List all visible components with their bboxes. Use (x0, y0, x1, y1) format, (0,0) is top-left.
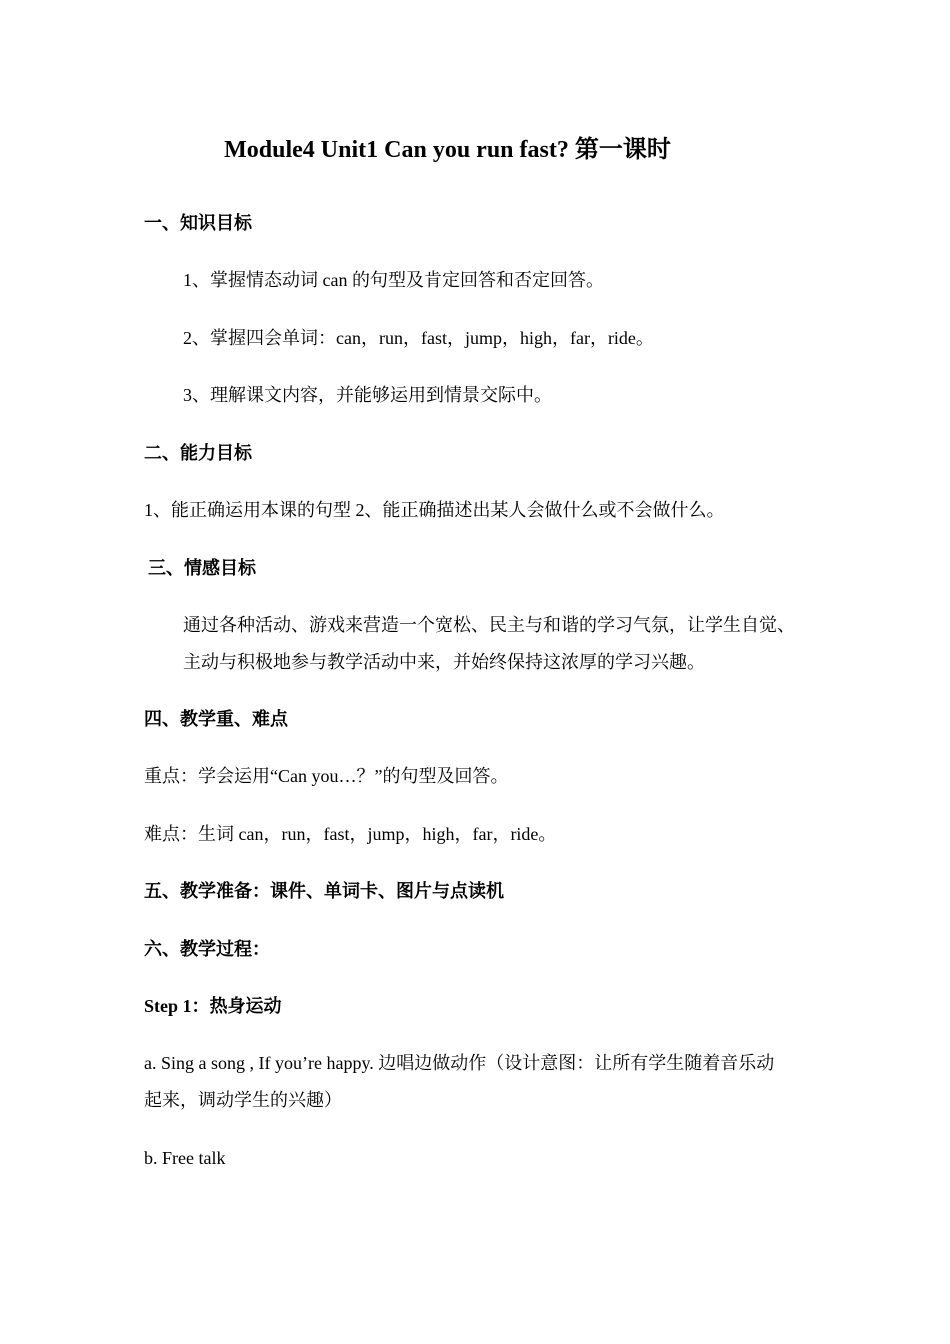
section-heading-teaching-process: 六、教学过程： (144, 939, 270, 959)
knowledge-goal-item-3: 3、理解课文内容，并能够运用到情景交际中。 (183, 385, 552, 405)
section-heading-knowledge-goals: 一、知识目标 (144, 213, 252, 233)
section-heading-preparation: 五、教学准备：课件、单词卡、图片与点读机 (144, 881, 504, 901)
difficult-point-text: 难点：生词 can，run，fast，jump，high，far，ride。 (144, 824, 557, 844)
section-heading-ability-goals: 二、能力目标 (144, 443, 252, 463)
step-1-a-line-1: a. Sing a song , If you’re happy. 边唱边做动作（设计意图：让所有学生随着音乐动 (144, 1053, 775, 1073)
knowledge-goal-item-1: 1、掌握情态动词 can 的句型及肯定回答和否定回答。 (183, 270, 604, 290)
step-1-b-text: b. Free talk (144, 1148, 226, 1168)
emotional-goals-line-1: 通过各种活动、游戏来营造一个宽松、民主与和谐的学习气氛，让学生自觉、 (183, 615, 795, 635)
ability-goals-text: 1、能正确运用本课的句型 2、能正确描述出某人会做什么或不会做什么。 (144, 500, 725, 520)
document-title: Module4 Unit1 Can you run fast? 第一课时 (224, 137, 671, 163)
key-point-text: 重点：学会运用“Can you…？”的句型及回答。 (144, 766, 509, 786)
knowledge-goal-item-2: 2、掌握四会单词：can，run，fast，jump，high，far，ride。 (183, 328, 654, 348)
section-heading-emotional-goals: 三、情感目标 (148, 558, 256, 578)
emotional-goals-line-2: 主动与积极地参与教学活动中来，并始终保持这浓厚的学习兴趣。 (183, 652, 705, 672)
section-heading-key-difficult-points: 四、教学重、难点 (144, 709, 288, 729)
step-1-heading: Step 1：热身运动 (144, 996, 282, 1016)
step-1-a-line-2: 起来，调动学生的兴趣） (144, 1090, 342, 1110)
